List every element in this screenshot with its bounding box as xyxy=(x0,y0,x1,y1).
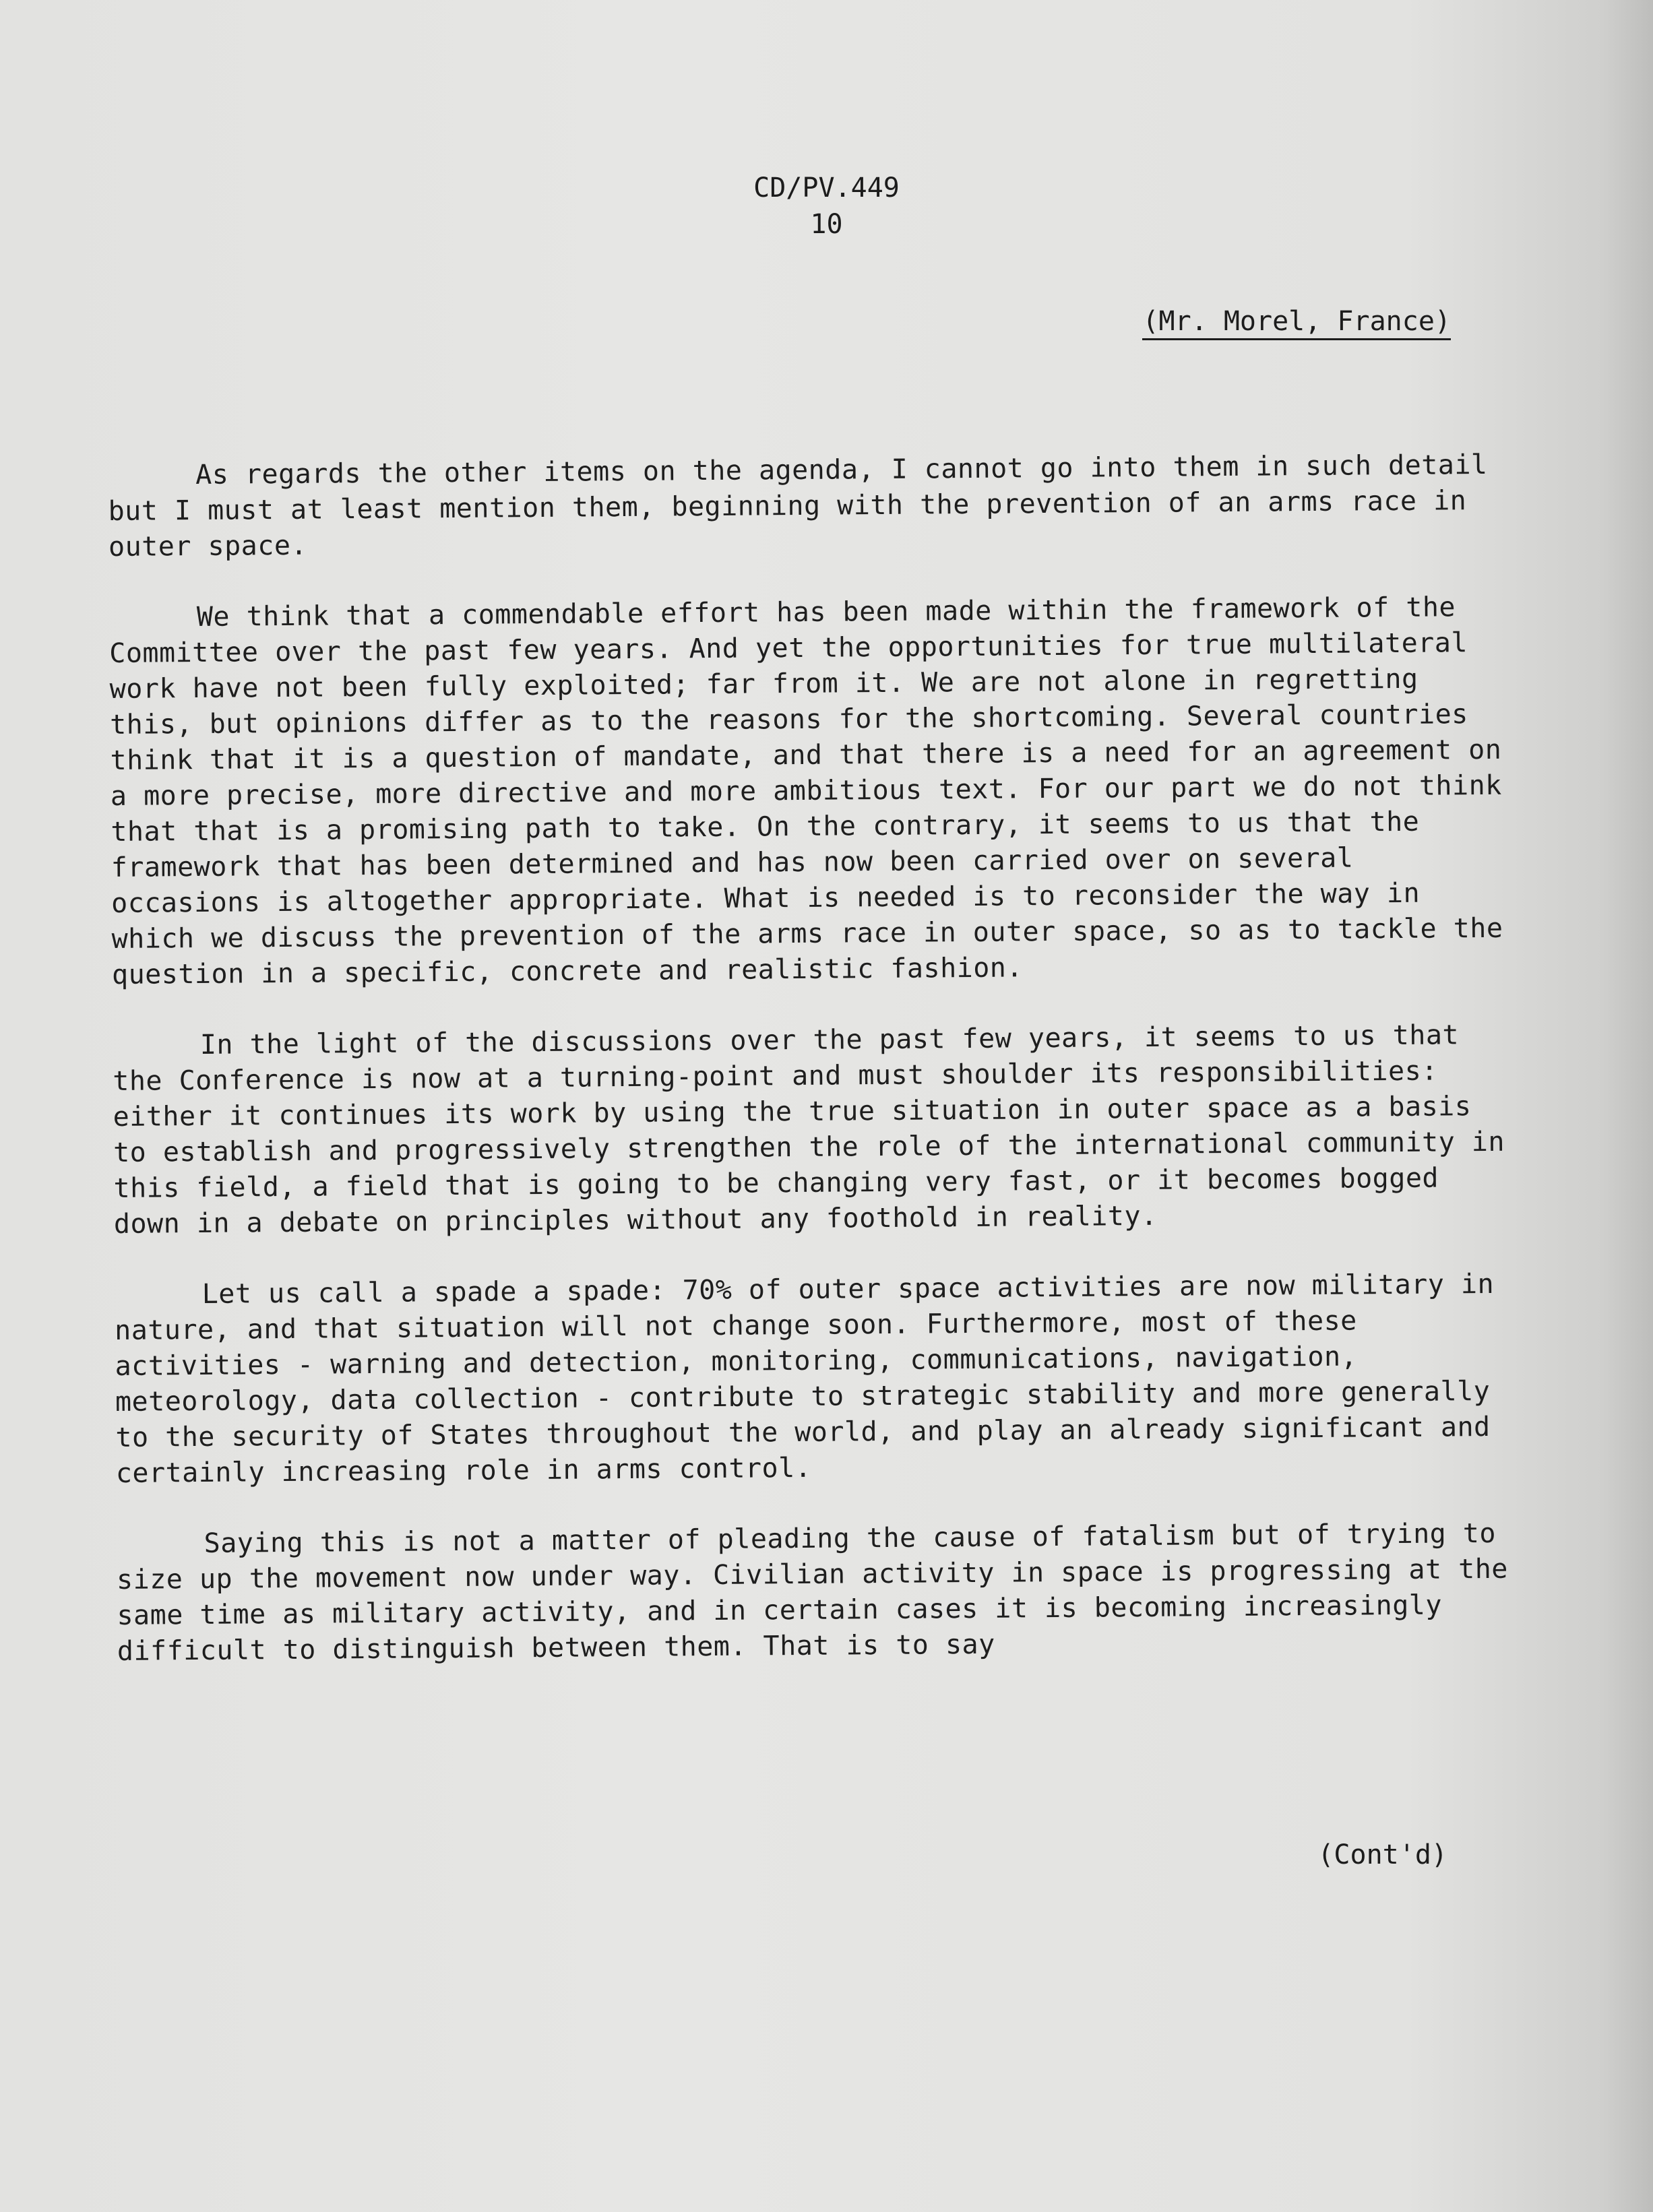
paragraph: Saying this is not a matter of pleading the cause of fatalism but of trying to size up the movement now under way. Civilian activity in space is progressing at the same time as military activity, and in certain cases it is becoming increasingly difficult to distinguish between them. That is to say xyxy=(116,1517,1509,1667)
continued-marker: (Cont'd) xyxy=(1317,1839,1447,1870)
page-number: 10 xyxy=(810,209,843,240)
paragraph: In the light of the discussions over the past few years, it seems to us that the Conference is now at a turning-point and must shoulder its responsibilities: either it continues its work by using the true situation in outer space as a basis to establish and progressively strengthen the role of the international community in this field, a field that is going to be changing very fast, or it becomes bogged down in a debate on principles without any foothold in reality. xyxy=(113,1019,1505,1240)
speaker-attribution: (Mr. Morel, France) xyxy=(1142,305,1451,340)
document-body xyxy=(108,447,1519,1705)
paragraph: As regards the other items on the agenda, I cannot go into them in such detail but I must at least mention them, beginning with the prevention of an arms race in outer space. xyxy=(108,449,1488,563)
paragraph: We think that a commendable effort has been made within the framework of the Committee over the past few years. And yet the opportunities for true multilateral work have not been fully exploited; far from it. We are not alone in regretting this, but opinions differ as to the reasons for the shortcoming. Several countries think that it is a question of mandate, and that there is a need for an agreement on a more precise, more directive and more ambitious text. For our part we do not think that that is a promising path to take. On the contrary, it seems to us that the framework that has been determined and has now been carried over on several occasions is altogether appropriate. What is needed is to reconsider the way in which we discuss the prevention of the arms race in outer space, so as to tackle the question in a specific, concrete and realistic fashion. xyxy=(109,592,1503,990)
paragraph: Let us call a spade a spade: 70% of outer space activities are now military in nature, and that situation will not change soon. Furthermore, most of these activities - warning and detection, monitoring, communications, navigation, meteorology, data collection - contribute to strategic stability and more generally to the security of States throughout the world, and play an already significant and certainly increasing role in arms control. xyxy=(114,1268,1495,1489)
document-symbol: CD/PV.449 xyxy=(753,172,900,203)
